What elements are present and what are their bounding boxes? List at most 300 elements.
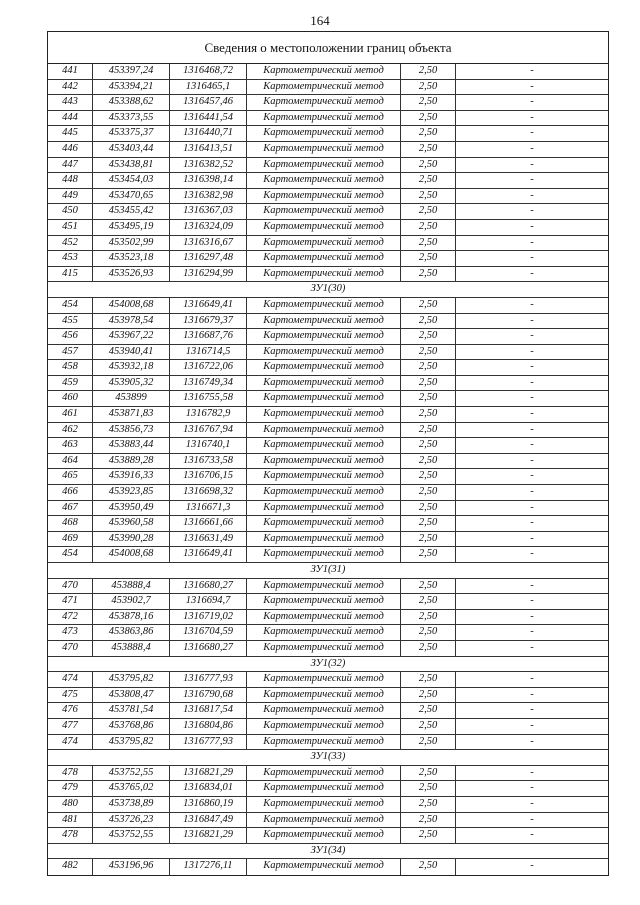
table-row: [48, 360, 608, 376]
y-coordinate-cell: 1316694,7: [170, 594, 247, 609]
method-cell: Картометрический метод: [247, 454, 401, 469]
table-row: [48, 797, 608, 813]
x-coordinate-cell: 453888,4: [93, 579, 170, 594]
description-cell: -: [530, 439, 534, 451]
boundary-table: [47, 31, 609, 876]
method-cell: Картометрический метод: [247, 314, 401, 329]
table-row: [48, 859, 608, 875]
description-cell: -: [530, 111, 534, 123]
description-cell: -: [530, 80, 534, 92]
description-cell: -: [530, 766, 534, 778]
point-number-cell: 460: [48, 391, 93, 406]
description-cell: -: [530, 408, 534, 420]
description-cell: -: [530, 298, 534, 310]
description-cell: -: [530, 860, 534, 872]
table-row: [48, 501, 608, 517]
section-label: ЗУ1(33): [310, 751, 346, 763]
x-coordinate-cell: 453978,54: [93, 314, 170, 329]
method-cell: Картометрический метод: [247, 64, 401, 79]
point-number-cell: 453: [48, 251, 93, 266]
x-coordinate-cell: 453470,65: [93, 189, 170, 204]
y-coordinate-cell: 1316382,52: [170, 158, 247, 173]
accuracy-cell: 2,50: [401, 766, 456, 781]
x-coordinate-cell: 453768,86: [93, 719, 170, 734]
point-number-cell: 454: [48, 547, 93, 562]
y-coordinate-cell: 1316457,46: [170, 95, 247, 110]
x-coordinate-cell: 453752,55: [93, 828, 170, 843]
point-number-cell: 456: [48, 329, 93, 344]
point-number-cell: 443: [48, 95, 93, 110]
table-row: [48, 158, 608, 174]
accuracy-cell: 2,50: [401, 391, 456, 406]
x-coordinate-cell: 453454,03: [93, 173, 170, 188]
accuracy-cell: 2,50: [401, 828, 456, 843]
x-coordinate-cell: 453932,18: [93, 360, 170, 375]
accuracy-cell: 2,50: [401, 236, 456, 251]
description-cell: -: [530, 486, 534, 498]
point-number-cell: 441: [48, 64, 93, 79]
description-cell: -: [530, 127, 534, 139]
point-number-cell: 450: [48, 204, 93, 219]
accuracy-cell: 2,50: [401, 423, 456, 438]
description-cell: -: [530, 626, 534, 638]
table-row: [48, 236, 608, 252]
x-coordinate-cell: 453502,99: [93, 236, 170, 251]
x-coordinate-cell: 453196,96: [93, 859, 170, 875]
method-cell: Картометрический метод: [247, 189, 401, 204]
section-row: [48, 844, 608, 860]
x-coordinate-cell: 453871,83: [93, 407, 170, 422]
point-number-cell: 475: [48, 688, 93, 703]
accuracy-cell: 2,50: [401, 345, 456, 360]
method-cell: Картометрический метод: [247, 547, 401, 562]
y-coordinate-cell: 1316468,72: [170, 64, 247, 79]
method-cell: Картометрический метод: [247, 360, 401, 375]
y-coordinate-cell: 1316679,37: [170, 314, 247, 329]
table-body: [48, 64, 608, 875]
table-row: [48, 95, 608, 111]
y-coordinate-cell: 1316706,15: [170, 469, 247, 484]
y-coordinate-cell: 1316834,01: [170, 781, 247, 796]
method-cell: Картометрический метод: [247, 813, 401, 828]
y-coordinate-cell: 1316719,02: [170, 610, 247, 625]
description-cell: -: [530, 501, 534, 513]
method-cell: Картометрический метод: [247, 267, 401, 282]
point-number-cell: 462: [48, 423, 93, 438]
x-coordinate-cell: 453899: [93, 391, 170, 406]
point-number-cell: 474: [48, 672, 93, 687]
accuracy-cell: 2,50: [401, 859, 456, 875]
point-number-cell: 463: [48, 438, 93, 453]
x-coordinate-cell: 453738,89: [93, 797, 170, 812]
accuracy-cell: 2,50: [401, 813, 456, 828]
point-number-cell: 465: [48, 469, 93, 484]
accuracy-cell: 2,50: [401, 625, 456, 640]
accuracy-cell: 2,50: [401, 189, 456, 204]
method-cell: Картометрический метод: [247, 469, 401, 484]
point-number-cell: 478: [48, 828, 93, 843]
table-row: [48, 579, 608, 595]
method-cell: Картометрический метод: [247, 142, 401, 157]
method-cell: Картометрический метод: [247, 329, 401, 344]
description-cell: -: [530, 673, 534, 685]
point-number-cell: 442: [48, 80, 93, 95]
point-number-cell: 457: [48, 345, 93, 360]
x-coordinate-cell: 453523,18: [93, 251, 170, 266]
table-row: [48, 454, 608, 470]
method-cell: Картометрический метод: [247, 236, 401, 251]
table-row: [48, 220, 608, 236]
table-row: [48, 813, 608, 829]
x-coordinate-cell: 453967,22: [93, 329, 170, 344]
description-cell: -: [530, 470, 534, 482]
method-cell: Картометрический метод: [247, 423, 401, 438]
section-label: ЗУ1(31): [310, 564, 346, 575]
x-coordinate-cell: 453888,4: [93, 641, 170, 656]
description-cell: -: [530, 330, 534, 342]
table-row: [48, 735, 608, 751]
description-cell: -: [530, 704, 534, 716]
description-cell: -: [530, 314, 534, 326]
accuracy-cell: 2,50: [401, 547, 456, 562]
y-coordinate-cell: 1316680,27: [170, 641, 247, 656]
accuracy-cell: 2,50: [401, 64, 456, 79]
y-coordinate-cell: 1316465,1: [170, 80, 247, 95]
table-row: [48, 625, 608, 641]
table-row: [48, 204, 608, 220]
x-coordinate-cell: 453726,23: [93, 813, 170, 828]
accuracy-cell: 2,50: [401, 142, 456, 157]
y-coordinate-cell: 1316722,06: [170, 360, 247, 375]
accuracy-cell: 2,50: [401, 329, 456, 344]
point-number-cell: 480: [48, 797, 93, 812]
x-coordinate-cell: 453438,81: [93, 158, 170, 173]
table-row: [48, 407, 608, 423]
description-cell: -: [530, 532, 534, 544]
table-row: [48, 189, 608, 205]
x-coordinate-cell: 453990,28: [93, 532, 170, 547]
description-cell: -: [530, 735, 534, 747]
method-cell: Картометрический метод: [247, 111, 401, 126]
description-cell: -: [530, 376, 534, 388]
y-coordinate-cell: 1316860,19: [170, 797, 247, 812]
y-coordinate-cell: 1316297,48: [170, 251, 247, 266]
description-cell: -: [530, 236, 534, 248]
x-coordinate-cell: 453940,41: [93, 345, 170, 360]
y-coordinate-cell: 1316671,3: [170, 501, 247, 516]
method-cell: Картометрический метод: [247, 158, 401, 173]
x-coordinate-cell: 454008,68: [93, 298, 170, 313]
x-coordinate-cell: 453495,19: [93, 220, 170, 235]
description-cell: -: [530, 797, 534, 809]
section-label: ЗУ1(34): [310, 844, 346, 856]
accuracy-cell: 2,50: [401, 454, 456, 469]
table-row: [48, 672, 608, 688]
y-coordinate-cell: 1316817,54: [170, 703, 247, 718]
table-row: [48, 594, 608, 610]
accuracy-cell: 2,50: [401, 158, 456, 173]
method-cell: Картометрический метод: [247, 703, 401, 718]
y-coordinate-cell: 1316777,93: [170, 735, 247, 750]
table-row: [48, 485, 608, 501]
accuracy-cell: 2,50: [401, 360, 456, 375]
table-row: [48, 391, 608, 407]
point-number-cell: 468: [48, 516, 93, 531]
accuracy-cell: 2,50: [401, 485, 456, 500]
point-number-cell: 478: [48, 766, 93, 781]
method-cell: Картометрический метод: [247, 298, 401, 313]
x-coordinate-cell: 453863,86: [93, 625, 170, 640]
y-coordinate-cell: 1316316,67: [170, 236, 247, 251]
point-number-cell: 482: [48, 859, 93, 875]
accuracy-cell: 2,50: [401, 501, 456, 516]
description-cell: -: [530, 579, 534, 591]
table-row: [48, 828, 608, 844]
point-number-cell: 464: [48, 454, 93, 469]
accuracy-cell: 2,50: [401, 173, 456, 188]
x-coordinate-cell: 453373,55: [93, 111, 170, 126]
y-coordinate-cell: 1316755,58: [170, 391, 247, 406]
x-coordinate-cell: 453403,44: [93, 142, 170, 157]
table-row: [48, 298, 608, 314]
description-cell: -: [530, 423, 534, 435]
x-coordinate-cell: 454008,68: [93, 547, 170, 562]
point-number-cell: 477: [48, 719, 93, 734]
method-cell: Картометрический метод: [247, 501, 401, 516]
table-row: [48, 610, 608, 626]
accuracy-cell: 2,50: [401, 204, 456, 219]
y-coordinate-cell: 1316714,5: [170, 345, 247, 360]
y-coordinate-cell: 1316324,09: [170, 220, 247, 235]
accuracy-cell: 2,50: [401, 220, 456, 235]
x-coordinate-cell: 453916,33: [93, 469, 170, 484]
y-coordinate-cell: 1316698,32: [170, 485, 247, 500]
description-cell: -: [530, 361, 534, 373]
accuracy-cell: 2,50: [401, 95, 456, 110]
table-row: [48, 641, 608, 657]
accuracy-cell: 2,50: [401, 532, 456, 547]
accuracy-cell: 2,50: [401, 703, 456, 718]
table-row: [48, 516, 608, 532]
description-cell: -: [530, 782, 534, 794]
point-number-cell: 472: [48, 610, 93, 625]
description-cell: -: [530, 829, 534, 841]
table-row: [48, 126, 608, 142]
description-cell: -: [530, 345, 534, 357]
point-number-cell: 447: [48, 158, 93, 173]
method-cell: Картометрический метод: [247, 781, 401, 796]
description-cell: -: [530, 65, 534, 76]
point-number-cell: 459: [48, 376, 93, 391]
description-cell: -: [530, 813, 534, 825]
point-number-cell: 479: [48, 781, 93, 796]
section-label: ЗУ1(30): [310, 283, 346, 295]
accuracy-cell: 2,50: [401, 594, 456, 609]
y-coordinate-cell: 1316821,29: [170, 828, 247, 843]
section-row: [48, 563, 608, 579]
description-cell: -: [530, 252, 534, 264]
accuracy-cell: 2,50: [401, 797, 456, 812]
point-number-cell: 470: [48, 579, 93, 594]
method-cell: Картометрический метод: [247, 797, 401, 812]
method-cell: Картометрический метод: [247, 407, 401, 422]
x-coordinate-cell: 453397,24: [93, 64, 170, 79]
point-number-cell: 476: [48, 703, 93, 718]
accuracy-cell: 2,50: [401, 111, 456, 126]
method-cell: Картометрический метод: [247, 391, 401, 406]
point-number-cell: 415: [48, 267, 93, 282]
method-cell: Картометрический метод: [247, 251, 401, 266]
y-coordinate-cell: 1316749,34: [170, 376, 247, 391]
page-number: 164: [310, 13, 330, 28]
table-row: [48, 345, 608, 361]
description-cell: -: [530, 96, 534, 108]
accuracy-cell: 2,50: [401, 314, 456, 329]
table-row: [48, 547, 608, 563]
y-coordinate-cell: 1316821,29: [170, 766, 247, 781]
point-number-cell: 455: [48, 314, 93, 329]
description-cell: -: [530, 454, 534, 466]
x-coordinate-cell: 453960,58: [93, 516, 170, 531]
y-coordinate-cell: 1316790,68: [170, 688, 247, 703]
accuracy-cell: 2,50: [401, 251, 456, 266]
point-number-cell: 449: [48, 189, 93, 204]
x-coordinate-cell: 453765,02: [93, 781, 170, 796]
x-coordinate-cell: 453781,54: [93, 703, 170, 718]
y-coordinate-cell: 1316733,58: [170, 454, 247, 469]
point-number-cell: 469: [48, 532, 93, 547]
method-cell: Картометрический метод: [247, 220, 401, 235]
table-row: [48, 64, 608, 80]
accuracy-cell: 2,50: [401, 672, 456, 687]
accuracy-cell: 2,50: [401, 80, 456, 95]
x-coordinate-cell: 453394,21: [93, 80, 170, 95]
x-coordinate-cell: 453795,82: [93, 672, 170, 687]
y-coordinate-cell: 1316804,86: [170, 719, 247, 734]
x-coordinate-cell: 453795,82: [93, 735, 170, 750]
description-cell: -: [530, 392, 534, 404]
section-label: ЗУ1(32): [310, 657, 346, 669]
description-cell: -: [530, 517, 534, 529]
accuracy-cell: 2,50: [401, 781, 456, 796]
y-coordinate-cell: 1317276,11: [170, 859, 247, 875]
x-coordinate-cell: 453808,47: [93, 688, 170, 703]
table-row: [48, 267, 608, 283]
y-coordinate-cell: 1316649,41: [170, 547, 247, 562]
method-cell: Картометрический метод: [247, 610, 401, 625]
table-row: [48, 469, 608, 485]
table-row: [48, 376, 608, 392]
point-number-cell: 466: [48, 485, 93, 500]
method-cell: Картометрический метод: [247, 95, 401, 110]
description-cell: -: [530, 610, 534, 622]
method-cell: Картометрический метод: [247, 173, 401, 188]
point-number-cell: 458: [48, 360, 93, 375]
point-number-cell: 445: [48, 126, 93, 141]
point-number-cell: 448: [48, 173, 93, 188]
y-coordinate-cell: 1316441,54: [170, 111, 247, 126]
accuracy-cell: 2,50: [401, 298, 456, 313]
y-coordinate-cell: 1316382,98: [170, 189, 247, 204]
table-row: [48, 251, 608, 267]
accuracy-cell: 2,50: [401, 267, 456, 282]
y-coordinate-cell: 1316367,03: [170, 204, 247, 219]
point-number-cell: 473: [48, 625, 93, 640]
point-number-cell: 452: [48, 236, 93, 251]
method-cell: Картометрический метод: [247, 688, 401, 703]
method-cell: Картометрический метод: [247, 766, 401, 781]
y-coordinate-cell: 1316631,49: [170, 532, 247, 547]
description-cell: -: [530, 220, 534, 232]
y-coordinate-cell: 1316398,14: [170, 173, 247, 188]
method-cell: Картометрический метод: [247, 438, 401, 453]
point-number-cell: 481: [48, 813, 93, 828]
accuracy-cell: 2,50: [401, 610, 456, 625]
table-row: [48, 142, 608, 158]
table-row: [48, 781, 608, 797]
y-coordinate-cell: 1316847,49: [170, 813, 247, 828]
y-coordinate-cell: 1316649,41: [170, 298, 247, 313]
method-cell: Картометрический метод: [247, 485, 401, 500]
method-cell: Картометрический метод: [247, 641, 401, 656]
point-number-cell: 446: [48, 142, 93, 157]
x-coordinate-cell: 453388,62: [93, 95, 170, 110]
table-row: [48, 314, 608, 330]
method-cell: Картометрический метод: [247, 80, 401, 95]
x-coordinate-cell: 453752,55: [93, 766, 170, 781]
table-row: [48, 688, 608, 704]
table-row: [48, 111, 608, 127]
x-coordinate-cell: 453856,73: [93, 423, 170, 438]
description-cell: -: [530, 267, 534, 279]
accuracy-cell: 2,50: [401, 407, 456, 422]
description-cell: -: [530, 142, 534, 154]
method-cell: Картометрический метод: [247, 516, 401, 531]
method-cell: Картометрический метод: [247, 672, 401, 687]
description-cell: -: [530, 595, 534, 607]
x-coordinate-cell: 453950,49: [93, 501, 170, 516]
table-row: [48, 532, 608, 548]
point-number-cell: 470: [48, 641, 93, 656]
table-row: [48, 173, 608, 189]
method-cell: Картометрический метод: [247, 828, 401, 843]
table-row: [48, 80, 608, 96]
y-coordinate-cell: 1316777,93: [170, 672, 247, 687]
y-coordinate-cell: 1316767,94: [170, 423, 247, 438]
accuracy-cell: 2,50: [401, 438, 456, 453]
method-cell: Картометрический метод: [247, 345, 401, 360]
x-coordinate-cell: 453878,16: [93, 610, 170, 625]
table-row: [48, 766, 608, 782]
table-row: [48, 329, 608, 345]
y-coordinate-cell: 1316782,9: [170, 407, 247, 422]
description-cell: -: [530, 548, 534, 560]
description-cell: -: [530, 641, 534, 653]
method-cell: Картометрический метод: [247, 735, 401, 750]
y-coordinate-cell: 1316413,51: [170, 142, 247, 157]
table-row: [48, 719, 608, 735]
y-coordinate-cell: 1316687,76: [170, 329, 247, 344]
section-row: [48, 750, 608, 766]
x-coordinate-cell: 453883,44: [93, 438, 170, 453]
description-cell: -: [530, 719, 534, 731]
method-cell: Картометрический метод: [247, 625, 401, 640]
method-cell: Картометрический метод: [247, 719, 401, 734]
description-cell: -: [530, 174, 534, 186]
x-coordinate-cell: 453902,7: [93, 594, 170, 609]
x-coordinate-cell: 453923,85: [93, 485, 170, 500]
x-coordinate-cell: 453455,42: [93, 204, 170, 219]
